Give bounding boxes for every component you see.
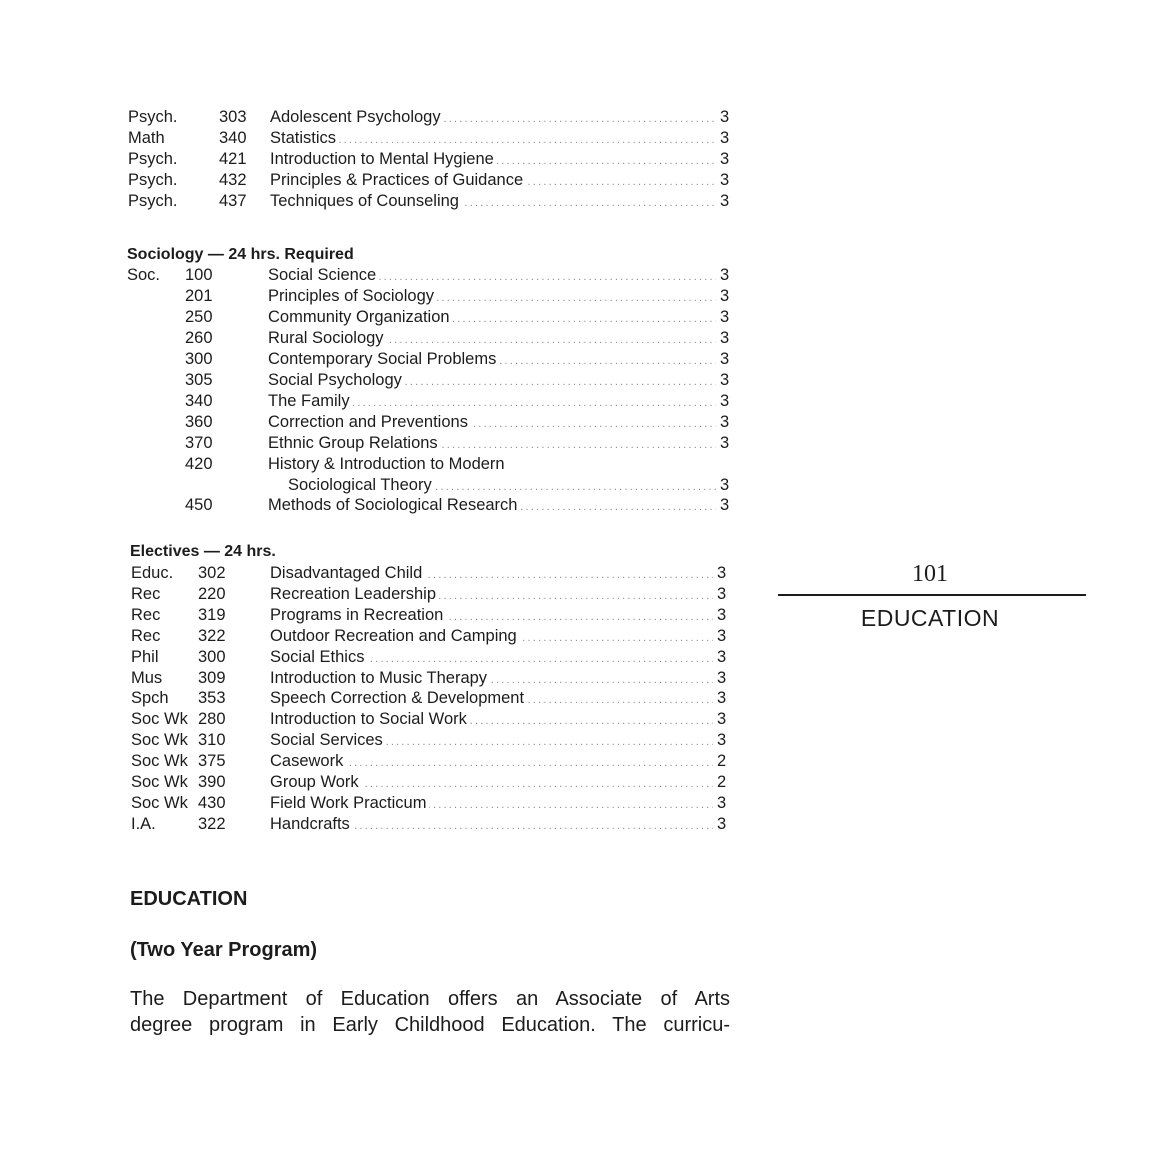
course-credits: 3 bbox=[720, 266, 730, 284]
course-row bbox=[0, 149, 760, 170]
course-number: 260 bbox=[185, 328, 213, 347]
course-number: 303 bbox=[219, 108, 247, 126]
course-credits: 3 bbox=[717, 793, 727, 812]
course-number: 322 bbox=[198, 814, 226, 833]
course-row bbox=[0, 688, 760, 709]
course-dept: Rec bbox=[131, 626, 161, 645]
course-title: Principles of Sociology bbox=[268, 286, 437, 307]
course-title: The Family bbox=[268, 391, 353, 412]
course-dept: Psych. bbox=[128, 150, 178, 169]
course-credits: 3 bbox=[717, 564, 727, 582]
course-title: Sociological Theory bbox=[288, 475, 435, 496]
course-dept: Soc Wk bbox=[131, 752, 188, 771]
course-title: Recreation Leadership bbox=[270, 584, 439, 605]
course-credits: 3 bbox=[717, 647, 727, 666]
course-number: 437 bbox=[219, 192, 247, 211]
course-dept: Phil bbox=[131, 647, 159, 666]
course-row bbox=[0, 793, 760, 814]
course-dept: Soc. bbox=[127, 266, 161, 284]
course-dept: Math bbox=[128, 129, 165, 148]
course-row bbox=[0, 412, 760, 433]
course-number: 421 bbox=[219, 150, 247, 169]
page-number: 101 bbox=[912, 561, 948, 587]
course-credits: 3 bbox=[717, 668, 727, 687]
course-credits: 3 bbox=[720, 108, 730, 126]
course-row bbox=[0, 433, 760, 454]
education-subheading: (Two Year Program) bbox=[130, 939, 318, 961]
course-number: 375 bbox=[198, 752, 226, 771]
course-title: Ethnic Group Relations bbox=[268, 433, 441, 454]
course-credits: 3 bbox=[720, 370, 730, 389]
course-row bbox=[0, 349, 760, 370]
course-credits: 3 bbox=[720, 433, 730, 452]
course-dept: Mus bbox=[131, 668, 163, 687]
course-dept: Psych. bbox=[128, 192, 178, 211]
electives-heading: Electives — 24 hrs. bbox=[130, 543, 276, 560]
course-credits: 3 bbox=[720, 349, 730, 368]
course-credits: 3 bbox=[720, 171, 730, 190]
course-title: Social Psychology bbox=[268, 370, 405, 391]
course-credits: 3 bbox=[717, 731, 727, 750]
course-credits: 3 bbox=[720, 328, 730, 347]
margin-rule bbox=[778, 594, 1086, 596]
course-title: Correction and Preventions bbox=[268, 412, 471, 433]
course-title: Community Organization bbox=[268, 307, 453, 328]
course-credits: 3 bbox=[717, 710, 727, 729]
course-title: Handcrafts bbox=[270, 814, 353, 835]
course-number: 450 bbox=[185, 496, 213, 515]
course-row bbox=[0, 772, 760, 793]
section-label: EDUCATION bbox=[860, 605, 1000, 631]
course-row bbox=[0, 391, 760, 412]
course-row bbox=[0, 370, 760, 391]
course-dept: Soc Wk bbox=[131, 773, 188, 791]
course-title: Outdoor Recreation and Camping bbox=[270, 626, 520, 647]
course-row bbox=[0, 647, 760, 668]
course-title: Adolescent Psychology bbox=[270, 107, 444, 128]
course-row bbox=[0, 286, 760, 307]
course-title: Group Work bbox=[270, 772, 362, 793]
course-title: Programs in Recreation bbox=[270, 605, 446, 626]
course-number: 300 bbox=[185, 349, 213, 368]
education-heading: EDUCATION bbox=[130, 888, 248, 910]
course-credits: 3 bbox=[717, 626, 727, 645]
course-row bbox=[0, 751, 760, 772]
course-number: 220 bbox=[198, 584, 226, 603]
course-credits: 3 bbox=[720, 496, 730, 515]
course-dept: Soc Wk bbox=[131, 731, 188, 750]
course-title: History & Introduction to Modern bbox=[268, 454, 508, 475]
course-number: 201 bbox=[185, 286, 213, 305]
course-credits: 3 bbox=[720, 150, 730, 169]
course-number: 250 bbox=[185, 307, 213, 326]
course-title: Principles & Practices of Guidance bbox=[270, 170, 526, 191]
course-title: Social Services bbox=[270, 730, 386, 751]
course-row bbox=[0, 626, 760, 647]
course-number: 340 bbox=[219, 129, 247, 148]
course-row bbox=[0, 128, 760, 149]
course-title: Methods of Sociological Research bbox=[268, 495, 520, 516]
course-row bbox=[0, 328, 760, 349]
course-dept: Spch bbox=[131, 689, 169, 708]
course-title: Statistics bbox=[270, 128, 339, 149]
course-title: Field Work Practicum bbox=[270, 793, 429, 814]
course-credits: 3 bbox=[717, 814, 727, 833]
course-title: Introduction to Social Work bbox=[270, 709, 470, 730]
course-title: Introduction to Mental Hygiene bbox=[270, 149, 497, 170]
course-credits: 3 bbox=[720, 307, 730, 326]
course-title: Casework bbox=[270, 751, 346, 772]
course-number: 322 bbox=[198, 626, 226, 645]
course-row bbox=[0, 730, 760, 751]
course-credits: 3 bbox=[717, 689, 727, 708]
course-number: 319 bbox=[198, 605, 226, 624]
course-row bbox=[0, 454, 760, 475]
course-dept: Soc Wk bbox=[131, 710, 188, 729]
course-row bbox=[0, 307, 760, 328]
course-credits: 3 bbox=[720, 412, 730, 431]
course-credits: 3 bbox=[720, 391, 730, 410]
course-credits: 3 bbox=[720, 475, 730, 494]
course-number: 360 bbox=[185, 412, 213, 431]
course-number: 300 bbox=[198, 647, 226, 666]
course-credits: 2 bbox=[717, 773, 727, 791]
course-row bbox=[0, 668, 760, 689]
course-number: 340 bbox=[185, 391, 213, 410]
course-title: Introduction to Music Therapy bbox=[270, 668, 490, 689]
course-number: 370 bbox=[185, 433, 213, 452]
course-title: Disadvantaged Child bbox=[270, 563, 425, 584]
course-title: Social Ethics bbox=[270, 647, 367, 668]
course-number: 310 bbox=[198, 731, 226, 750]
course-credits: 3 bbox=[720, 192, 730, 211]
course-row bbox=[0, 191, 760, 212]
course-row bbox=[0, 170, 760, 191]
course-dept: Rec bbox=[131, 584, 161, 603]
course-row bbox=[0, 605, 760, 626]
course-credits: 2 bbox=[717, 752, 727, 771]
course-row bbox=[0, 265, 760, 286]
course-row bbox=[0, 107, 760, 128]
course-credits: 3 bbox=[717, 605, 727, 624]
course-row bbox=[0, 475, 760, 496]
course-dept: Educ. bbox=[131, 564, 174, 582]
course-number: 430 bbox=[198, 793, 226, 812]
paragraph-line: The Department of Education offers an Associate of Arts bbox=[130, 988, 730, 1010]
education-paragraph bbox=[130, 986, 730, 1038]
course-number: 309 bbox=[198, 668, 226, 687]
course-number: 305 bbox=[185, 370, 213, 389]
course-number: 420 bbox=[185, 454, 213, 473]
course-dept: Psych. bbox=[128, 171, 178, 190]
course-number: 390 bbox=[198, 773, 226, 791]
course-row bbox=[0, 814, 760, 835]
course-dept: Psych. bbox=[128, 108, 178, 126]
course-credits: 3 bbox=[720, 286, 730, 305]
course-number: 353 bbox=[198, 689, 226, 708]
sociology-heading: Sociology — 24 hrs. Required bbox=[127, 246, 354, 263]
course-dept: I.A. bbox=[131, 814, 156, 833]
course-title: Rural Sociology bbox=[268, 328, 387, 349]
course-credits: 3 bbox=[717, 584, 727, 603]
course-title: Techniques of Counseling bbox=[270, 191, 462, 212]
course-title: Contemporary Social Problems bbox=[268, 349, 499, 370]
course-dept: Rec bbox=[131, 605, 161, 624]
course-title: Social Science bbox=[268, 265, 379, 286]
course-row bbox=[0, 709, 760, 730]
course-row bbox=[0, 495, 760, 516]
course-number: 302 bbox=[198, 564, 226, 582]
course-title: Speech Correction & Development bbox=[270, 688, 527, 709]
course-row bbox=[0, 584, 760, 605]
course-number: 280 bbox=[198, 710, 226, 729]
paragraph-line: degree program in Early Childhood Education. The curricu- bbox=[130, 1014, 730, 1036]
course-credits: 3 bbox=[720, 129, 730, 148]
course-number: 100 bbox=[185, 266, 213, 284]
course-row bbox=[0, 563, 760, 584]
course-dept: Soc Wk bbox=[131, 793, 188, 812]
course-number: 432 bbox=[219, 171, 247, 190]
